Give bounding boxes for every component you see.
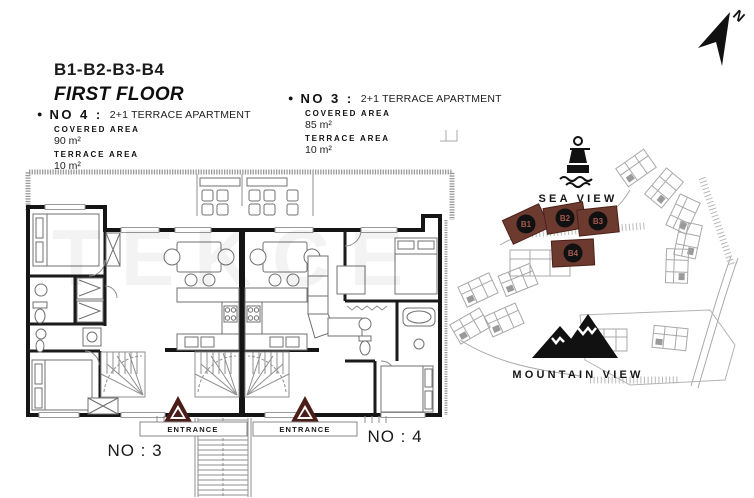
bullet-icon: ●	[288, 93, 294, 103]
sea-view-label: SEA VIEW	[538, 193, 618, 205]
floor-title: FIRST FLOOR	[54, 84, 184, 105]
covered-area-label: COVERED AREA	[305, 109, 391, 118]
mountain-view-icon	[532, 314, 618, 358]
covered-area-label: COVERED AREA	[54, 125, 140, 134]
apartment-no4-type: 2+1 TERRACE APARTMENT	[109, 108, 251, 121]
highlighted-buildings	[502, 202, 619, 267]
sea-view-icon	[560, 137, 592, 187]
building-marker-b4: B4	[567, 249, 579, 258]
entrance-label-right: ENTRANCE	[279, 425, 331, 434]
bedroom-top-right	[395, 238, 437, 294]
shaft	[106, 233, 120, 266]
covered-area-value: 85 m²	[305, 119, 332, 131]
bedroom-top-left	[33, 214, 99, 266]
terrace-area-label: TERRACE AREA	[305, 134, 390, 143]
floor-plan	[25, 166, 455, 498]
bedroom-bottom-left	[32, 360, 92, 410]
site-plan	[440, 130, 754, 400]
building-marker-b2: B2	[559, 214, 571, 223]
terrace-furniture	[200, 178, 298, 215]
apartment-info-no4	[37, 107, 251, 172]
bedroom-bottom-right	[381, 366, 433, 412]
terrace-area-value: 10 m²	[54, 160, 81, 172]
apartment-no3-label: NO 3 :	[300, 91, 354, 106]
unit-label-no3: NO : 3	[107, 441, 163, 460]
shaft-bottom	[88, 398, 118, 414]
covered-area-value: 90 m²	[54, 135, 81, 147]
bullet-icon: ●	[37, 109, 43, 119]
terrace-area-value: 10 m²	[305, 144, 332, 156]
apartment-no4-label: NO 4 :	[49, 107, 103, 122]
mountain-view-label: MOUNTAIN VIEW	[512, 369, 644, 381]
stair-left-unit	[195, 352, 239, 397]
stair-left-extra	[101, 352, 145, 397]
north-label: N	[729, 6, 748, 26]
terrace-area-label: TERRACE AREA	[54, 150, 139, 159]
apartment-no3-type: 2+1 TERRACE APARTMENT	[360, 92, 502, 105]
block-title: B1-B2-B3-B4	[54, 60, 165, 79]
building-marker-b1: B1	[520, 220, 532, 229]
building-marker-b3: B3	[592, 217, 604, 226]
unit-label-no4: NO : 4	[367, 427, 423, 446]
stair-right-unit	[245, 352, 289, 397]
entrance-label-left: ENTRANCE	[167, 425, 219, 434]
north-arrow-icon	[686, 2, 748, 70]
